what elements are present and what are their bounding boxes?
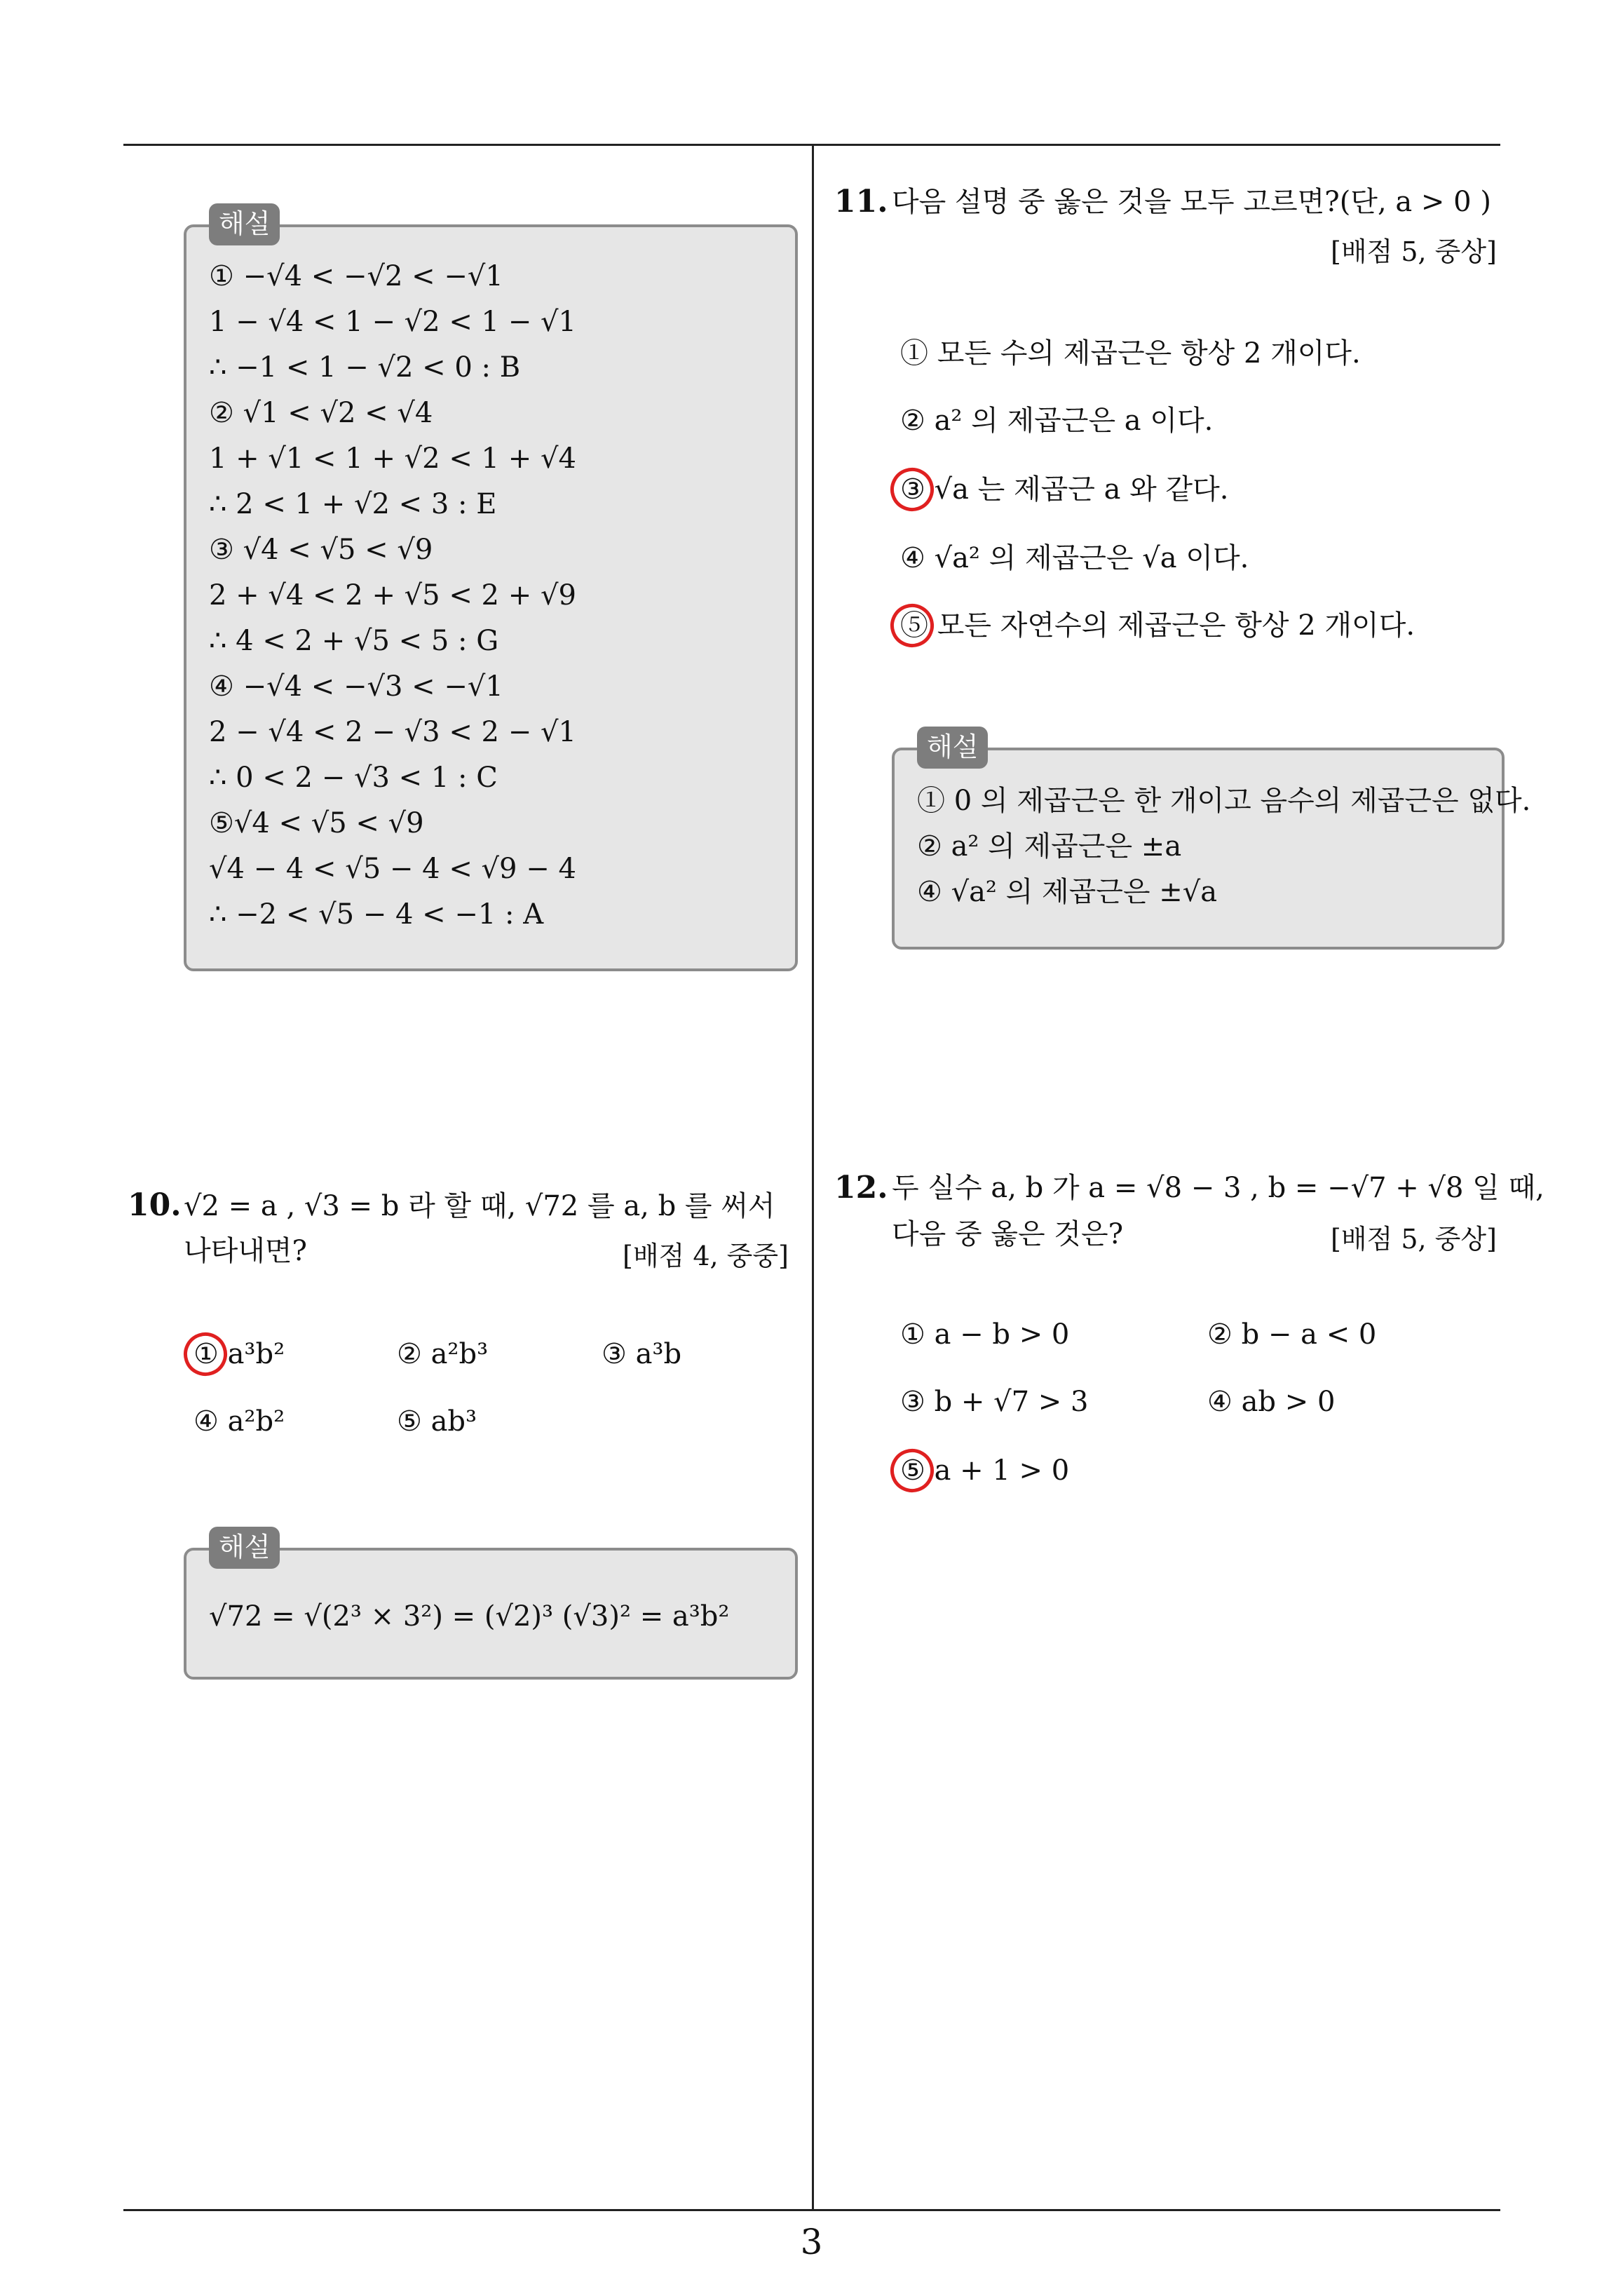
question-number: 11.	[834, 184, 888, 220]
question-text: 다음 설명 중 옳은 것을 모두 고르면?(단, a > 0 )	[892, 186, 1491, 218]
option-label: ③ √a 는 제곱근 a 와 같다.	[900, 473, 1229, 506]
solution-lines	[209, 254, 781, 938]
answer-option[interactable]: ④ a²b²	[193, 1405, 285, 1438]
solution-lines	[209, 1594, 781, 1640]
q10-solution-box	[184, 1532, 798, 1680]
answer-option[interactable]	[900, 603, 1415, 643]
solution-line: ① −√4 < −√2 < −√1	[209, 260, 503, 292]
answer-option[interactable]: ⑤ ab³	[397, 1405, 477, 1438]
selected-answer	[193, 1338, 285, 1370]
answer-mark-icon	[178, 1327, 233, 1382]
solution-line: 1 + √1 < 1 + √2 < 1 + √4	[209, 443, 576, 475]
question-text: 두 실수 a, b 가 a = √8 − 3 , b = −√7 + √8 일 때,	[892, 1172, 1544, 1204]
solution-line: ∴ −1 < 1 − √2 < 0 : B	[209, 351, 521, 384]
answer-option[interactable]: ② a²b³	[397, 1338, 489, 1370]
option-label: ⑤ a + 1 > 0	[900, 1454, 1070, 1487]
selected-answer	[900, 1454, 1069, 1487]
answer-option[interactable]: ② b − a < 0	[1207, 1318, 1377, 1351]
solution-line: ⑤√4 < √5 < √9	[209, 807, 424, 839]
solution-tag: 해설	[209, 1527, 280, 1569]
solution-line: 2 + √4 < 2 + √5 < 2 + √9	[209, 579, 576, 612]
option-label: ⑤ 모든 자연수의 제곱근은 항상 2 개이다.	[900, 609, 1415, 642]
selected-answer	[900, 473, 1229, 506]
solution-lines	[917, 778, 1531, 915]
answer-option[interactable]: ④ ab > 0	[1207, 1386, 1336, 1418]
answer-mark-icon	[885, 462, 939, 517]
option-label: ① a³b²	[193, 1338, 285, 1370]
answer-mark-icon	[885, 598, 939, 653]
answer-option[interactable]: ② a² 의 제곱근은 a 이다.	[900, 405, 1214, 437]
score-label: [배점 5, 중상]	[1331, 1224, 1497, 1255]
score-label: [배점 5, 중상]	[1331, 236, 1497, 267]
answer-option[interactable]: ④ √a² 의 제곱근은 √a 이다.	[900, 542, 1249, 574]
question-number: 12.	[834, 1170, 888, 1206]
bottom-rule	[123, 2209, 1500, 2211]
solution-line: 1 − √4 < 1 − √2 < 1 − √1	[209, 306, 576, 338]
solution-line: ④ −√4 < −√3 < −√1	[209, 670, 503, 703]
q9-solution-box	[184, 208, 798, 971]
answer-option[interactable]	[900, 1454, 1069, 1487]
column-divider	[812, 144, 814, 2210]
answer-option[interactable]	[900, 467, 1229, 507]
answer-option[interactable]: ① 모든 수의 제곱근은 항상 2 개이다.	[900, 337, 1361, 370]
solution-line: ∴ 2 < 1 + √2 < 3 : E	[209, 488, 497, 520]
answer-mark-icon	[885, 1443, 939, 1498]
score-label: [배점 4, 중중]	[623, 1241, 789, 1271]
question-text: 나타내면?	[184, 1235, 308, 1267]
solution-tag: 해설	[917, 727, 988, 769]
answer-option[interactable]: ① a − b > 0	[900, 1318, 1070, 1351]
answer-option[interactable]	[193, 1338, 285, 1370]
q11-solution-box	[892, 731, 1531, 950]
question-number: 10.	[128, 1187, 182, 1223]
solution-line: 2 − √4 < 2 − √3 < 2 − √1	[209, 716, 576, 748]
solution-line: √4 − 4 < √5 − 4 < √9 − 4	[209, 853, 576, 885]
solution-tag: 해설	[209, 203, 280, 245]
question-text: 다음 중 옳은 것은?	[892, 1218, 1124, 1250]
solution-line: ① 0 의 제곱근은 한 개이고 음수의 제곱근은 없다.	[917, 785, 1531, 817]
solution-line: √72 = √(2³ × 3²) = (√2)³ (√3)² = a³b²	[209, 1600, 730, 1633]
solution-line: ∴ 4 < 2 + √5 < 5 : G	[209, 625, 499, 657]
page-number: 3	[800, 2222, 823, 2262]
solution-line: ② √1 < √2 < √4	[209, 397, 433, 429]
solution-line: ② a² 의 제곱근은 ±a	[917, 830, 1182, 863]
selected-answer	[900, 609, 1415, 642]
solution-line: ∴ −2 < √5 − 4 < −1 : A	[209, 898, 544, 931]
answer-option[interactable]: ③ b + √7 > 3	[900, 1386, 1089, 1418]
solution-line: ④ √a² 의 제곱근은 ±√a	[917, 876, 1218, 908]
question-text: √2 = a , √3 = b 라 할 때, √72 를 a, b 를 써서	[184, 1190, 775, 1222]
answer-option[interactable]: ③ a³b	[602, 1338, 682, 1370]
solution-line: ∴ 0 < 2 − √3 < 1 : C	[209, 762, 498, 794]
solution-line: ③ √4 < √5 < √9	[209, 534, 433, 566]
